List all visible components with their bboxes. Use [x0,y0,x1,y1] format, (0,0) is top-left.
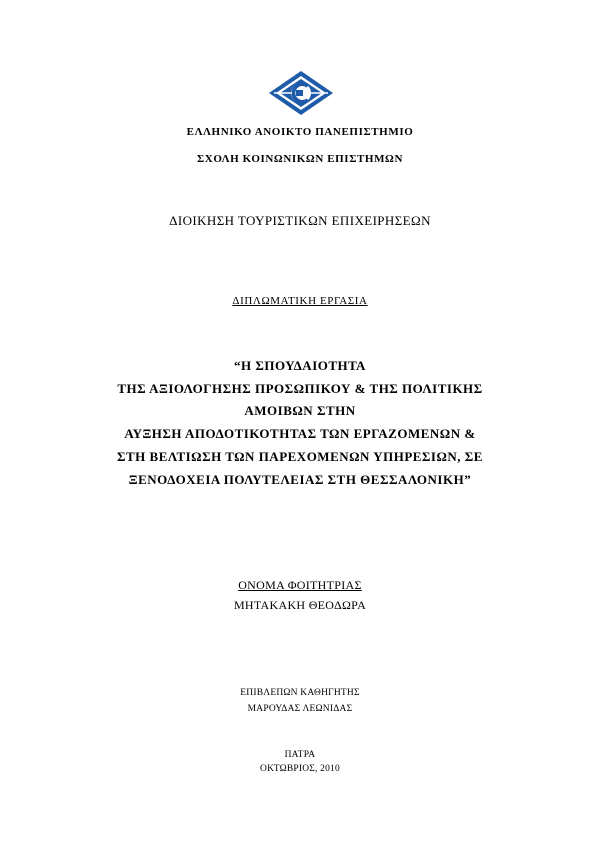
university-logo-icon [268,70,334,116]
title-line: ΑΜΟΙΒΩΝ ΣΤΗΝ [244,403,356,419]
thesis-type: ΔΙΠΛΩΜΑΤΙΚΗ ΕΡΓΑΣΙΑ [232,295,368,307]
date: ΟΚΤΩΒΡΙΟΣ, 2010 [260,764,340,774]
supervisor-name: ΜΑΡΟΥΔΑΣ ΛΕΩΝΙΔΑΣ [247,704,353,714]
student-label: ΟΝΟΜΑ ΦΟΙΤΗΤΡΙΑΣ [238,578,362,592]
title-line: ΣΤΗ ΒΕΛΤΙΩΣΗ ΤΩΝ ΠΑΡΕΧΟΜΕΝΩΝ ΥΠΗΡΕΣΙΩΝ, ΣΕ [117,448,483,464]
title-line: ΑΥΞΗΣΗ ΑΠΟΔΟΤΙΚΟΤΗΤΑΣ ΤΩΝ ΕΡΓΑΖΟΜΕΝΩΝ & [124,426,476,442]
school-name: ΣΧΟΛΗ ΚΟΙΝΩΝΙΚΩΝ ΕΠΙΣΤΗΜΩΝ [196,153,404,165]
university-name: ΕΛΛΗΝΙΚΟ ΑΝΟΙΚΤΟ ΠΑΝΕΠΙΣΤΗΜΙΟ [186,126,414,138]
student-name: ΜΗΤΑΚΑΚΗ ΘΕΟΔΩΡΑ [233,598,367,612]
place: ΠΑΤΡΑ [284,750,316,760]
title-line: ΞΕΝΟΔΟΧΕΙΑ ΠΟΛΥΤΕΛΕΙΑΣ ΣΤΗ ΘΕΣΣΑΛΟΝΙΚΗ” [128,471,472,487]
supervisor-label: ΕΠΙΒΛΕΠΩΝ ΚΑΘΗΓΗΤΗΣ [240,688,360,698]
title-line: ΤΗΣ ΑΞΙΟΛΟΓΗΣΗΣ ΠΡΟΣΩΠΙΚΟΥ & ΤΗΣ ΠΟΛΙΤΙΚΗΣ [117,380,483,396]
title-line: “Η ΣΠΟΥΔΑΙΟΤΗΤΑ [234,358,366,373]
thesis-title [0,355,600,491]
program-name: ΔΙΟΙΚΗΣΗ ΤΟΥΡΙΣΤΙΚΩΝ ΕΠΙΧΕΙΡΗΣΕΩΝ [169,213,431,228]
